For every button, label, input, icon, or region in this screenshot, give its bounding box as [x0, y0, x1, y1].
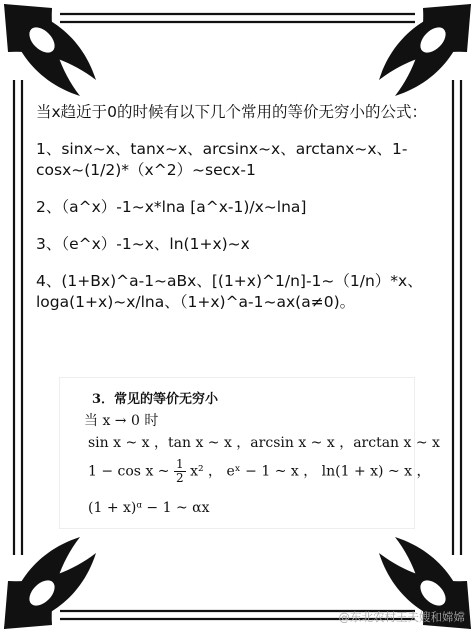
fraction-numerator: 1 — [175, 457, 184, 471]
fraction-half — [174, 458, 186, 485]
image-row-2 — [88, 458, 431, 485]
formula-image — [60, 378, 440, 528]
image-row-2-start: 1 − cos x ~ — [88, 463, 170, 480]
image-row-1: sin x ~ x ，tan x ~ x ，arcsin x ~ x ，arctan x ~ x — [88, 435, 440, 451]
intro-text: 当x趋近于0的时候有以下几个常用的等价无穷小的公式： — [36, 103, 428, 121]
fraction-denominator: 2 — [175, 471, 184, 485]
watermark: @东北农村王夫嫂和嫦嫦 — [338, 610, 465, 624]
image-title: 3．常见的等价无穷小 — [92, 392, 219, 407]
formula-item-2: 2、（a^x）-1~x*lna [a^x-1)/x~lna] — [36, 198, 307, 216]
formula-item-3: 3、（e^x）-1~x、ln(1+x)~x — [36, 235, 250, 253]
formula-item-1: 1、sinx~x、tanx~x、arcsinx~x、arctanx~x、1-cosx~(1/2)*（x^2）~secx-1 — [36, 140, 408, 179]
image-row-3: (1 + x)ᵅ − 1 ~ αx — [88, 500, 210, 516]
image-row-2-end: x² ， eˣ − 1 ~ x ， ln(1 + x) ~ x ， — [190, 463, 431, 480]
formula-item-4: 4、(1+Bx)^a-1~aBx、[(1+x)^1/n]-1~（1/n）*x、loga(1+x)~x/lna、（1+x)^a-1~ax(a≠0)。 — [36, 272, 423, 311]
image-condition: 当 x → 0 时 — [84, 413, 159, 429]
main-text — [36, 102, 446, 329]
